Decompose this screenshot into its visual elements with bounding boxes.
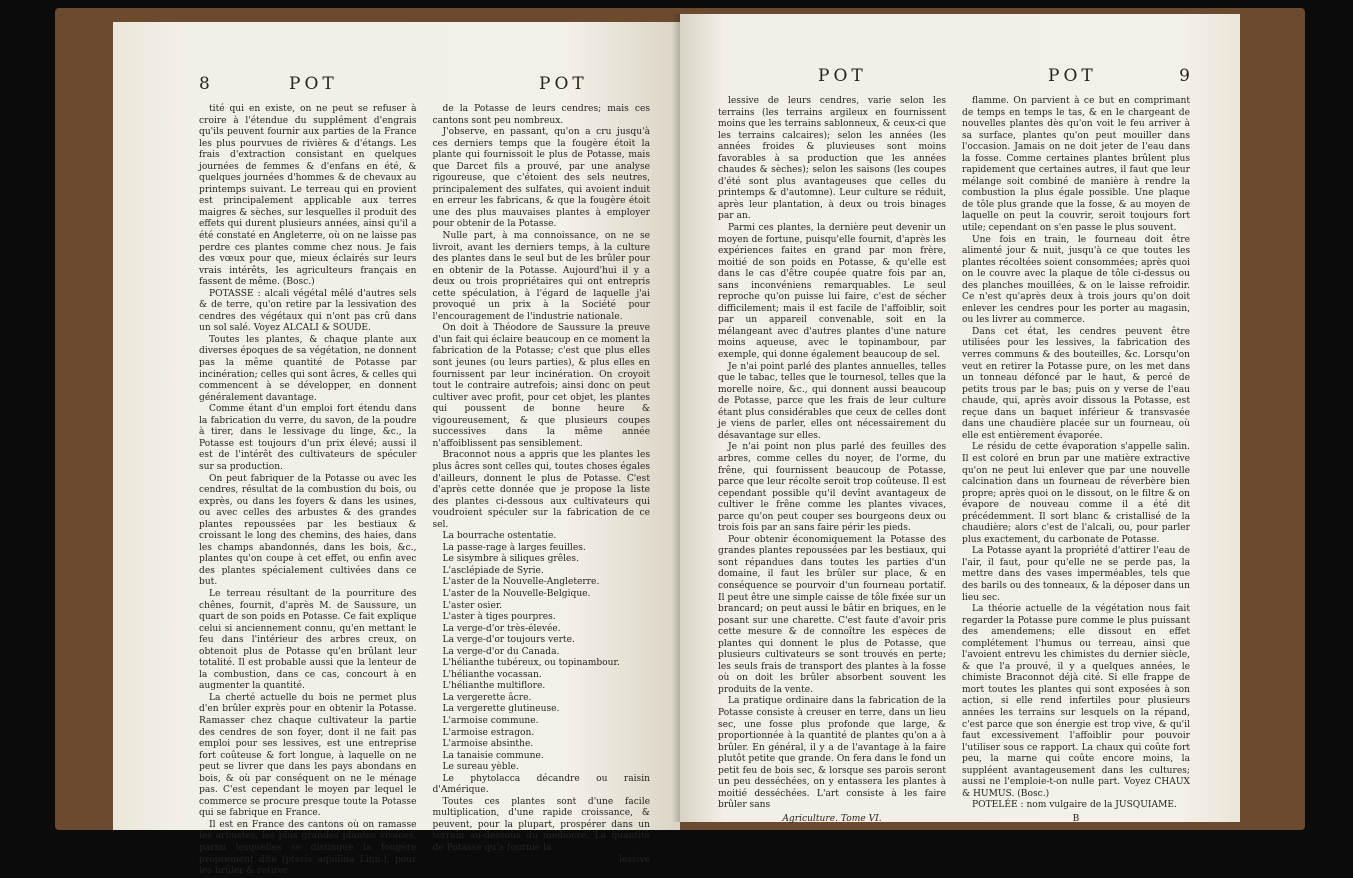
paragraph: La Potasse ayant la propriété d'attirer l'eau de l'air, il faut, pour qu'elle ne se perde pas, la mettre dans des vases imperméables, tels que des barils ou des tonneaux, & la déposer dans un lieu sec.	[962, 546, 1190, 603]
plant-list-item: L'armoise estragon.	[442, 727, 535, 738]
plant-list-item: La bourrache ostentatie.	[442, 531, 557, 542]
plant-list-item: L'aster osier.	[442, 600, 503, 611]
right-page-header	[718, 66, 1190, 96]
plant-list-item: Le phytolacca décandre ou raisin d'Amérique.	[432, 773, 650, 796]
running-head: POT	[818, 66, 867, 86]
plant-list-item: La verge-d'or du Canada.	[442, 646, 560, 657]
paragraph: On peut fabriquer de la Potasse ou avec les cendres, résultat de la combustion du bois, ou exprès, ou dans les foyers & dans les usines, ou avec celles des arbustes & des grandes plantes repoussées par les bestiaux & croissant le long des chemins, des haies, dans les champs abandonnés, dans les bois, &c., plantes qu'on coupe à cet effet, ou enfin avec des plantes spécialement cultivées dans ce but.	[199, 473, 417, 588]
right-page	[680, 14, 1240, 822]
plant-list-item: L'aster de la Nouvelle-Belgique.	[442, 588, 591, 599]
plant-list-item: La vergerette âcre.	[442, 692, 532, 703]
plant-list	[433, 531, 651, 797]
plant-list-item: L'hélianthe multiflore.	[442, 681, 546, 692]
paragraph: Comme étant d'un emploi fort étendu dans la fabrication du verre, du savon, de la poudre à tirer, dans le lessivage du linge, &c., la Potasse est toujours d'un prix élevé; aussi il est de l'intérêt des cultivateurs de spéculer sur sa production.	[199, 404, 417, 472]
plant-list-item: L'asclépiade de Syrie.	[442, 565, 544, 576]
running-head: POT	[539, 74, 588, 94]
paragraph: Parmi ces plantes, la dernière peut devenir un moyen de fortune, puisqu'elle fournit, d'après les expériences faites en grand par mon frère, moitié de son poids en Potasse, & qu'elle est dans le cas d'être coupée quatre fois par an, sans inconvéniens remarquables. Le seul reproche qu'on puisse lui faire, c'est de sécher difficilement; mais il est facile de l'affoiblir, soit par un appareil convenable, soit en la mélangeant avec d'autres plantes d'une nature moins aqueuse, avec le topinambour, par exemple, qui donne également beaucoup de sel.	[718, 223, 946, 361]
left-page	[113, 22, 680, 877]
plant-list-item: L'aster de la Nouvelle-Angleterre.	[442, 577, 600, 588]
paragraph: POTELÉE : nom vulgaire de la JUSQUIAME.	[972, 800, 1177, 811]
paragraph: Pour obtenir économiquement la Potasse des grandes plantes repoussées par les bestiaux, qui sont répandues dans toutes les parties d'un domaine, il faut les brûler sur place, & en conséquence se pourvoir d'un fourneau portatif. Il peut être une simple caisse de tôle fixée sur un brancard; on peut aussi le bâtir en briques, en le posant sur une charette. C'est faute d'avoir pris cette mesure & de connoître les espèces de plantes qui donnent le plus de Potasse, que plusieurs cultivateurs se sont trouvés en perte; les seuls frais de transport des plantes à la fosse où on doit les brûler absorbent souvent les produits de la vente.	[718, 534, 946, 695]
paragraph: Je n'ai point parlé des plantes annuelles, telles que le tabac, telles que le tournesol, telles que la morelle noire, &c., qui donnent aussi beaucoup de Potasse, parce que les frais de leur culture étant plus considérables que ceux de celles dont je viens de parler, elles ont nécessairement du désavantage sur elles.	[718, 361, 946, 441]
plant-list-item: Le sisymbre à siliques grêles.	[442, 554, 579, 565]
plant-list-item: L'armoise commune.	[442, 715, 539, 726]
page-number: 8	[199, 74, 210, 94]
plant-list-item: L'aster à tiges pourpres.	[442, 612, 556, 623]
paragraph: Je n'ai point non plus parlé des feuilles des arbres, comme celles du noyer, de l'orme, du frêne, qui fournissent beaucoup de Potasse, parce que leur récolte seroit trop coûteuse. Il est cependant possible qu'il devînt avantageux de cultiver le frêne comme les plantes vivaces, parce qu'on peut couper ses bourgeons deux ou trois fois par an sans faire périr les pieds.	[718, 442, 946, 534]
paragraph: POTASSE : alcali végétal mêlé d'autres sels & de terre, qu'on retire par la lessivation des cendres des végétaux qui n'ont pas crû dans un sol salé. Voyez ALCALI & SOUDE.	[199, 288, 417, 334]
running-head: POT	[1048, 66, 1097, 86]
left-page-header	[199, 74, 650, 104]
paragraph: Toutes les plantes, & chaque plante aux diverses époques de sa végétation, ne donnent pas la même quantité de Potasse par incinération; celles qui sont âcres, & celles qui commencent à se développer, en donnent généralement davantage.	[199, 334, 417, 403]
running-head: POT	[289, 74, 338, 94]
left-column-1	[199, 104, 417, 878]
plant-list-item: Le sureau yèble.	[442, 762, 519, 773]
paragraph: Il est en France des cantons où on ramasse les arbustes, les plus grandes plantes vivaces, parmi lesquelles se distingue la fougère proprement dite (pteris aquilina Linn.), pour les brûler & retirer	[199, 819, 417, 877]
plant-list-item: L'hélianthe tubéreux, ou topinambour.	[442, 658, 620, 669]
paragraph: Nulle part, à ma connoissance, on ne se livroit, avant les derniers temps, à la culture des plantes dans le seul but de les brûler pour en obtenir de la Potasse. Aujourd'hui il y a deux ou trois propriétaires qui ont entrepris cette spéculation, à l'égard de laquelle j'ai provoqué un prix à la Société pour l'encouragement de l'industrie nationale.	[432, 231, 650, 322]
plant-list-item: L'armoise absinthe.	[442, 739, 534, 750]
signature-mark: B	[1072, 813, 1080, 824]
paragraph: Dans cet état, les cendres peuvent être utilisées pour les lessives, la fabrication des verres communs & des bouteilles, &c. Lorsqu'on veut en retirer la Potasse pure, on les met dans un tonneau défoncé par le haut, & percé de petits trous par le bas; puis on y verse de l'eau chaude, qui, après avoir dissous la Potasse, est reçue dans un baquet inférieur & transvasée dans une chaudière placée sur un fourneau, où elle est entièrement évaporée.	[962, 326, 1190, 441]
plant-list-item: La tanaisie commune.	[442, 750, 544, 761]
plant-list-item: La vergerette glutineuse.	[442, 704, 560, 715]
paragraph: tité qui en existe, on ne peut se refuser à croire à l'étendue du supplément d'engrais qu'ils peuvent fournir aux parties de la France les plus pourvues de rivières & d'étangs. Les frais d'extraction consistant en quelques journées de femmes & d'enfans en été, & quelques journées d'hommes & de chevaux au printemps suivant. Le terreau qui en provient est principalement applicable aux terres maigres & sèches, sur lesquelles il produit des effets qui durent plusieurs années, ainsi qu'il a été constaté en Angleterre, où on ne laisse pas perdre ces plantes comme chez nous. Je fais des vœux pour que, mieux éclairés sur leurs vrais intérêts, les agriculteurs français en fassent de même. (Bosc.)	[199, 104, 417, 288]
paragraph: Le résidu de cette évaporation s'appelle salin. Il est coloré en brun par une matière extractive qu'on ne peut lui enlever que par une nouvelle calcination dans un fourneau de réverbère bien propre; après quoi on le dissout, on le filtre & on évapore de nouveau comme il a été dit précédemment. Il sort blanc & cristallisé de la chaudière; alors c'est de l'alcali, ou, pour parler plus exactement, du carbonate de Potasse.	[962, 442, 1190, 545]
footer-title: Agriculture. Tome VI.	[782, 813, 882, 824]
right-column-2	[962, 96, 1190, 825]
plant-list-item: La passe-rage à larges feuilles.	[442, 542, 586, 553]
paragraph: La cherté actuelle du bois ne permet plus d'en brûler exprès pour en obtenir la Potasse. Ramasser chez chaque cultivateur la partie des cendres de son foyer, dont il ne fait pas emploi pour ses lessives, est une entreprise fort coûteuse & fort longue, à laquelle on ne peut se livrer que dans les pays abondans en bois, & où par conséquent on ne le ménage pas. C'est cependant le moyen par lequel le commerce se procure presque toute la Potasse qui se fabrique en France.	[199, 692, 417, 819]
paragraph: J'observe, en passant, qu'on a cru jusqu'à ces derniers temps que la fougère étoit la plante qui fournissoit le plus de Potasse, mais que Darcet fils a prouvé, par une analyse rigoureuse, que c'étoient des sels neutres, principalement des sulfates, qui avoient induit en erreur les fabricans, & que la fougère étoit une des plus mauvaises plantes à employer pour obtenir de la Potasse.	[432, 127, 650, 230]
paragraph: La pratique ordinaire dans la fabrication de la Potasse consiste à creuser en terre, dans un lieu sec, une fosse plus profonde que large, & proportionnée à la quantité de plantes qu'on a à brûler. En général, il y a de l'avantage à la faire plutôt petite que grande. On fera dans le fond un petit feu de bois sec, & lorsque ses parois seront un peu desséchées, on y entassera les plantes à moitié desséchées. L'art consiste à les faire brûler sans	[718, 696, 946, 811]
paragraph: lessive de leurs cendres, varie selon les terrains (les terrains argileux en fournissent moins que les terrains sablonneux, & ceux-ci que les terrains calcaires); selon les années (les années froides & pluvieuses sont moins favorables à sa production que les années chaudes & sèches); selon les saisons (les coupes d'été sont plus avantageuses que celles du printemps & d'automne). Leur culture se réduit, après leur plantation, à deux ou trois binages par an.	[718, 96, 946, 222]
paragraph: flamme. On parvient à ce but en comprimant de temps en temps le tas, & en le chargeant de nouvelles plantes dès qu'on voit le feu arriver à sa surface, plantes qu'on peut mouiller dans l'occasion. Jamais on ne doit jeter de l'eau dans la fosse. Comme certaines plantes brûlent plus rapidement que certaines autres, il faut que leur mélange soit combiné de manière à rendre la combustion la plus égale possible. Une plaque de tôle plus grande que la fosse, & au moyen de laquelle on peut la couvrir, seroit toujours fort utile; cependant on s'en passe le plus souvent.	[962, 96, 1190, 234]
plant-list-item: La verge-d'or très-élevée.	[442, 623, 561, 634]
paragraph: Toutes ces plantes sont d'une facile multiplication, d'une rapide croissance, & peuvent, pour la plupart, prospérer dans un terrain au-dessous du médiocre. La quantité de Potasse qu'a fournie la	[432, 796, 650, 853]
paragraph: Braconnot nous a appris que les plantes les plus âcres sont celles qui, toutes choses égales d'ailleurs, donnent le plus de Potasse. C'est d'après cette donnée que je propose la liste des plantes ci-dessous aux cultivateurs qui voudroient spéculer sur la fabrication de ce sel.	[432, 450, 650, 530]
page-number: 9	[1179, 66, 1190, 86]
paragraph: de la Potasse de leurs cendres; mais ces cantons sont peu nombreux.	[432, 104, 650, 126]
right-column-1	[718, 96, 946, 825]
paragraph: Le terreau résultant de la pourriture des chênes, fournit, d'après M. de Saussure, un quart de son poids en Potasse. Ce fait explique celui si anciennement connu, qu'en mettant le feu dans l'intérieur des arbres creux, on obtenoit plus de Potasse qu'en brûlant leur totalité. Il est probable aussi que la lenteur de la combustion, dans ce cas, concourt à en augmenter la quantité.	[199, 588, 417, 692]
catchword: lessive	[618, 854, 650, 865]
plant-list-item: La verge-d'or toujours verte.	[442, 635, 575, 646]
paragraph: Une fois en train, le fourneau doit être alimenté jour & nuit, jusqu'à ce que toutes les plantes récoltées soient consommées; après quoi on le couvre avec la plaque de tôle ci-dessus ou des planches mouillées, & on le laisse refroidir. Ce n'est qu'après deux à trois jours qu'on doit enlever les cendres pour les porter au magasin, ou les livrer au commerce.	[962, 234, 1190, 326]
plant-list-item: L'hélianthe vocassan.	[442, 669, 542, 680]
paragraph: La théorie actuelle de la végétation nous fait regarder la Potasse pure comme le plus puissant des amendemens; elle dissout en effet complétement l'humus ou terreau, ainsi que l'avoient entrevu les chimistes du dernier siècle, & que l'a prouvé, il y a quelques années, le chimiste Braconnot déjà cité. Si elle frappe de mort toutes les plantes qui sont exposées à son action, si elle rend infertiles pour plusieurs années les terrains sur lesquels on la répand, c'est parce que son énergie est trop vive, & qu'il faut excessivement l'affoiblir pour pouvoir l'utiliser sous ce rapport. La chaux qui coûte fort peu, la marne qui coûte encore moins, la suppléent avantageusement dans les cultures; aussi ne l'emploie-t-on nulle part. Voyez CHAUX & HUMUS. (Bosc.)	[962, 604, 1190, 799]
left-column-2	[433, 104, 651, 878]
paragraph: On doit à Théodore de Saussure la preuve d'un fait qui éclaire beaucoup en ce moment la fabrication de la Potasse; c'est que plus elles sont jeunes (ou leurs parties), & plus elles en fournissent par leur incinération. On croyoit tout le contraire autrefois; ainsi donc on peut cultiver avec profit, pour cet objet, les plantes qui poussent de bonne heure & vigoureusement, & que plusieurs coupes successives dans la même année n'affoiblissent pas sensiblement.	[432, 323, 650, 449]
